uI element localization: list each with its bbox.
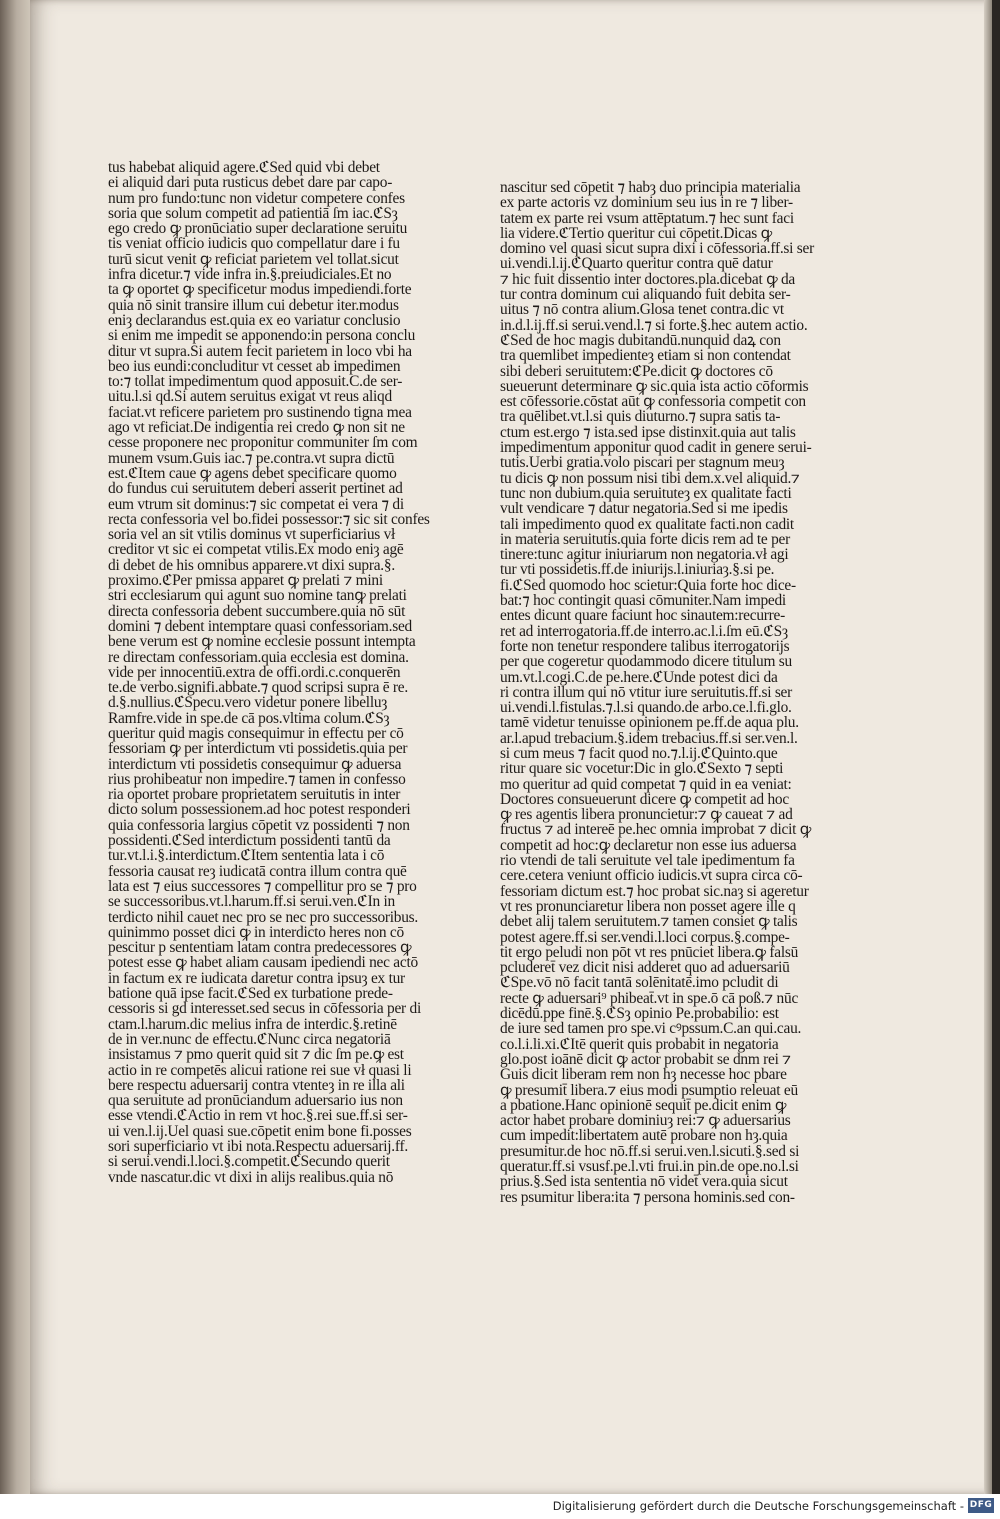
text-line: in materia seruitutis.quia forte dicis rem ad te per — [500, 530, 791, 548]
text-line: tu dicis ꝙ non possum nisi tibi dem.x.vel aliquid.⁊ — [500, 469, 800, 487]
text-line: ꝙ presumit̄ libera.⁊ eius modi psumptio releuat eū — [500, 1081, 798, 1099]
text-line: mo queritur ad quid competat ⁊ quid in ea veniat: — [500, 775, 792, 793]
text-line: Doctores consueuerunt dicere ꝙ competit ad hoc — [500, 790, 789, 808]
text-line: ditur vt supra.Si autem fecit parietem in loco vbi ha — [108, 342, 412, 360]
text-line: potest esse ꝙ habet aliam causam ipediendi nec actō — [108, 954, 418, 972]
text-line: se successoribus.vt.l.harum.ff.si serui.ven.ℭIn in — [108, 893, 395, 911]
text-line: ago vt reficiat.De indigentia rei credo ꝙ non sit ne — [108, 419, 405, 437]
text-line: recte ꝙ aduersari⁹ phibeat̄.vt in spe.ō cā poß.⁊ nūc — [500, 989, 799, 1007]
text-line: Guis dicit liberam rem non hȝ necesse hoc pbare — [500, 1066, 787, 1084]
text-line: soria que solum competit ad patientiā ſm iac.ℭSȝ — [108, 204, 398, 222]
text-line: ego credo ꝙ pronūciatio super declaratione seruitu — [108, 220, 408, 238]
text-line: cessoris si gd interesset.sed secus in cōfessoria per di — [108, 1000, 421, 1018]
text-line: munem vsum.Guis iac.⁊ pe.contra.vt supra dictū — [108, 449, 395, 467]
text-line: res psumitur libera:ita ⁊ persona hominis.sed con- — [500, 1188, 795, 1206]
text-line: batione quā ipse facit.ℭSed ex turbatione prede- — [108, 985, 393, 1003]
text-line: si enim me impedit se apponendo:in persona conclu — [108, 327, 416, 345]
left-text-column — [108, 160, 430, 1185]
text-line: cere.cetera veniunt officio iudicis.vt supra circa cō- — [500, 867, 803, 885]
text-line: sueuerunt determinare ꝙ sic.quia ista actio cōformis — [500, 377, 809, 395]
text-line: forte non tenetur respondere talibus iterrogatorijs — [500, 637, 790, 655]
text-line: stri ecclesiarum qui agunt suo nomine tanꝙ prelati — [108, 587, 407, 605]
text-line: beo ius eundi:concluditur vt cesset ab impedimen — [108, 357, 401, 375]
text-line: directa confessoria debent succumbere.quia nō sūt — [108, 602, 406, 620]
text-line: ria oportet probare proprietatem seruitutis in inter — [108, 786, 401, 804]
text-line: ui ven.l.ij.Uel quasi sue.cōpetit enim bone fi.posses — [108, 1122, 412, 1140]
text-line: uitu.l.si qd.Si autem seruitus exigat vt reus aliqd — [108, 388, 392, 406]
text-line: qua seruitute ad pronūciandum aduersario ius non — [108, 1092, 403, 1110]
text-line: ta ꝙ oportet ꝙ specificetur modus impediendi.forte — [108, 281, 412, 299]
text-line: cum impedit:libertatem autē probare non hȝ.quia — [500, 1127, 788, 1145]
text-line: si cum meus ⁊ facit quod no.⁊.l.ij.ℭQuinto.que — [500, 744, 778, 762]
text-line: recta confessoria vel bo.fidei possessor:⁊ sic sit confes — [108, 510, 430, 528]
text-line: debet alij talem seruitutem.⁊ tamen consiet ꝙ talis — [500, 913, 798, 931]
text-line: de in ver.nunc de effectu.ℭNunc circa negatoriā — [108, 1030, 391, 1048]
text-line: faciat.vt reficere parietem pro sustinendo tigna mea — [108, 403, 412, 421]
text-line: to:⁊ tollat impedimentum quod apposuit.C.de ser- — [108, 373, 403, 391]
text-line: presumitur.de hoc nō.ff.si serui.ven.l.sicuti.§.sed si — [500, 1142, 800, 1160]
text-line: si serui.vendi.l.loci.§.competit.ℭSecundo querit — [108, 1153, 390, 1171]
text-line: ctam.l.harum.dic melius infra de interdic.§.retinē — [108, 1015, 397, 1033]
text-line: vt res pronunciaretur libera non posset agere ille q — [500, 897, 796, 915]
text-line: in factum ex re iudicata daretur contra ipsuȝ ex tur — [108, 969, 405, 987]
text-line: quia confessoria largius cōpetit vz possidenti ⁊ non — [108, 816, 410, 834]
text-line: entes dicunt quare faciunt hoc sinautem:recurre- — [500, 607, 785, 625]
text-line: quinimmo posset dici ꝙ in interdicto heres non cō — [108, 923, 404, 941]
dfg-logo: DFG — [968, 1498, 994, 1513]
text-line: proximo.ℭPer pmissa apparet ꝙ prelati ⁊ mini — [108, 572, 383, 590]
text-line: tra quēlibet.vt.l.si quis diuturno.⁊ supra satis ta- — [500, 408, 781, 426]
page-edge-right — [984, 0, 992, 1494]
text-line: tamē videtur tenuisse opinionem pe.ff.de aqua plu. — [500, 714, 799, 732]
right-text-column — [500, 180, 814, 1205]
text-line: tis veniat officio iudicis quo compellatur dare i fu — [108, 235, 400, 253]
text-line: Ramfre.vide in spe.de cā pos.vltima colum.ℭSȝ — [108, 709, 390, 727]
text-line: fessoriam dictum est.⁊ hoc probat sic.naȝ si ageretur — [500, 882, 809, 900]
text-line: tinere:tunc agitur iniuriarum non negatoria.vł agi — [500, 546, 789, 564]
text-line: d.§.nullius.ℭSpecu.vero videtur ponere libelluȝ — [108, 694, 388, 712]
text-line: queritur quid magis consequimur in effectu per cō — [108, 724, 404, 742]
text-line: dicēdū.ppe finē.§.ℭSȝ opinio Pe.probabilio: est — [500, 1005, 779, 1023]
text-line: insistamus ⁊ pmo querit quid sit ⁊ dic ſm pe.ꝙ est — [108, 1046, 404, 1064]
text-line: terdicto nihil cauet nec pro se nec pro successoribus. — [108, 908, 419, 926]
text-line: lia videre.ℭTertio queritur cui cōpetit.Dicas ꝙ — [500, 224, 772, 242]
text-line: tur.vt.l.i.§.interdictum.ℭItem sententia lata i cō — [108, 847, 385, 865]
text-line: um.vt.l.cogi.C.de pe.here.ℭUnde potest dici da — [500, 668, 778, 686]
previous-page-edge — [0, 0, 30, 1494]
text-line: actio in re competēs alicui ratione rei sue vł quasi li — [108, 1061, 412, 1079]
text-line: tus habebat aliquid agere.ℭSed quid vbi debet — [108, 159, 380, 176]
text-line: rius prohibeatur non impedire.⁊ tamen in confesso — [108, 770, 406, 788]
text-line: est cōfessorie.cōstat aūt ꝙ confessoria competit con — [500, 393, 806, 411]
text-line: cesse proponere nec proponitur communiter ſm com — [108, 434, 418, 452]
text-line: tali impedimento quod ex qualitate facti.non cadit — [500, 515, 794, 533]
text-line: vide per innocentiū.extra de offi.ordi.c.conquerēn — [108, 663, 401, 681]
text-line: ret ad interrogatoria.ff.de interro.ac.l.i.ſm eū.ℭSȝ — [500, 622, 788, 640]
text-line: creditor vt sic ei competat vtilis.Ex modo eniȝ agē — [108, 541, 404, 559]
text-line: soria vel an sit vtilis dominus vt superficiarius vł — [108, 526, 396, 544]
text-line: te.de verbo.signifi.abbate.⁊ quod scripsi supra ē re. — [108, 679, 408, 697]
text-line: rio vtendi de tali seruitute vel tale ipedimentum fa — [500, 852, 795, 870]
text-line: possidenti.ℭSed interdictum possidenti tantū da — [108, 832, 391, 850]
text-line: lata est ⁊ eius successores ⁊ compellitur pro se ⁊ pro — [108, 877, 417, 895]
text-line: sori superficiario vt ibi nota.Respectu aduersarij.ff. — [108, 1138, 408, 1155]
text-line: fessoriam ꝙ per interdictum vti possidetis.quia per — [108, 740, 408, 758]
text-line: do fundus cui seruitutem deberi asserit pertinet ad — [108, 480, 403, 498]
text-line: pescitur p sententiam latam contra predecessores ꝙ — [108, 939, 412, 957]
text-line: prius.§.Sed ista sententia nō videt̄ vera.quia sicut — [500, 1173, 788, 1191]
text-line: interdictum vti possidetis consequimur ꝙ aduersa — [108, 755, 402, 773]
text-line: tur contra dominum cui aliquando fuit debita ser- — [500, 286, 791, 304]
text-line: eniȝ declarandus est.quia ex eo variatur conclusio — [108, 311, 401, 329]
text-line: per que cogeretur quodammodo dicere titulum su — [500, 653, 792, 671]
text-line: nascitur sed cōpetit ⁊ habȝ duo principia materialia — [500, 179, 801, 196]
text-line: bat:⁊ hoc contingit quasi cōmuniter.Nam impedi — [500, 592, 786, 610]
text-line: ꝙ res agentis libera pronuncietur:⁊ ꝙ caueat ⁊ ad — [500, 806, 793, 824]
text-line: ui.vendi.l.fistulas.⁊.l.si quando.de arbo.ce.l.fi.glo. — [500, 699, 792, 717]
text-line: tra quemlibet impedienteȝ etiam si non contendat — [500, 347, 791, 365]
text-line: ex parte actoris vz dominium seu ius in re ⁊ liber- — [500, 194, 793, 212]
text-line: ⁊ hic fuit dissentio inter doctores.pla.dicebat ꝙ da — [500, 270, 795, 288]
text-line: actor habet probare dominiuȝ rei:⁊ ꝙ aduersarius — [500, 1112, 791, 1130]
text-line: tatem ex parte rei vsum attēptatum.⁊ hec sunt faci — [500, 209, 794, 227]
text-line: ei aliquid dari puta rusticus debet dare par capo- — [108, 174, 393, 192]
text-line: est.ℭItem caue ꝙ agens debet specificare quomo — [108, 464, 397, 482]
text-line: eum vtrum sit dominus:⁊ sic competat ei vera ⁊ di — [108, 495, 404, 513]
text-line: bere respectu aduersarij contra vtenteȝ in re illa ali — [108, 1076, 405, 1094]
text-line: ar.l.apud trebacium.§.idem trebacius.ff.si ser.ven.l. — [500, 729, 798, 747]
text-line: fessoria causat reȝ iudicatā contra illum contra quē — [108, 862, 407, 880]
text-line: domini ⁊ debent intemptare quasi confessoriam.sed — [108, 617, 412, 635]
text-line: tutis.Uerbi gratia.volo piscari per stagnum meuȝ — [500, 454, 785, 472]
text-line: turū sicut venit ꝙ reficiat parietem vel tollat.sicut — [108, 250, 399, 268]
text-line: vult vendicare ⁊ datur negatoria.Sed si me ipedis — [500, 500, 788, 518]
text-line: glo.post ioānē dicit ꝙ actor probabit se dnm rei ⁊ — [500, 1050, 791, 1068]
text-line: ctum est.ergo ⁊ ista.sed ipse distinxit.quia aut talis — [500, 423, 796, 441]
text-line: co.l.i.li.xi.ℭItē querit quis probabit in negatoria — [500, 1035, 779, 1053]
text-line: a pbatione.Hanc opinionē sequit̄ pe.dicit enim ꝙ — [500, 1096, 787, 1114]
text-line: dicto solum possessionem.ad hoc potest responderi — [108, 801, 411, 819]
text-line: di debet de his omnibus apparere.vt dixi supra.§. — [108, 556, 395, 574]
text-line: ℭSed de hoc magis dubitandū.nunquid daꝝ con — [500, 331, 781, 349]
text-line: tunc non dubium.quia seruituteȝ ex qualitate facti — [500, 484, 792, 502]
text-line: tur vti possidetis.ff.de iniurijs.l.iniuriaȝ.§.si pe. — [500, 561, 775, 579]
text-line: sibi deberi seruitutem:ℭPe.dicit ꝙ doctores cō — [500, 362, 773, 380]
text-line: impedimentum apponitur quod cadit in genere serui- — [500, 439, 812, 457]
text-line: ℭSpe.vō nō facit tantā solēnitatē.imo pcludit di — [500, 974, 779, 992]
text-line: quia nō sinit transire illum cui debetur iter.modus — [108, 296, 399, 314]
text-line: fi.ℭSed quomodo hoc scietur:Quia forte hoc dice- — [500, 576, 796, 594]
funding-credit: Digitalisierung gefördert durch die Deutsche Forschungsgemeinschaft - — [552, 1499, 964, 1513]
text-line: pcluderet̄ vez dicit nisi adderet quo ad aduersariū — [500, 959, 790, 977]
text-line: ritur quare sic vocetur:Dic in glo.ℭSexto ⁊ septi — [500, 760, 784, 778]
book-page — [30, 0, 992, 1494]
text-line: in.d.l.ij.ff.si serui.vend.l.⁊ si forte.§.hec autem actio. — [500, 316, 808, 334]
text-line: fructus ⁊ ad intereē pe.hec omnia improbat ⁊ dicit ꝙ — [500, 821, 812, 839]
text-line: re directam confessoriam.quia ecclesia est domina. — [108, 648, 409, 666]
text-line: infra dicetur.⁊ vide infra in.§.preiudiciales.Et no — [108, 266, 392, 284]
text-line: esse vtendi.ℭActio in rem vt hoc.§.rei sue.ff.si ser- — [108, 1107, 408, 1125]
text-line: uitus ⁊ nō contra alium.Glosa tenet contra.dic vt — [500, 301, 784, 319]
text-line: vnde nascatur.dic vt dixi in alijs realibus.quia nō — [108, 1168, 394, 1186]
text-line: ri contra illum qui nō vtitur iure seruitutis.ff.si ser — [500, 683, 793, 701]
text-line: potest agere.ff.si ser.vendi.l.loci corpus.§.compe- — [500, 928, 790, 946]
text-line: de iure sed tamen pro spe.vi cꝰpssum.C.an qui.cau. — [500, 1020, 802, 1038]
text-line: num pro fundo:tunc non videtur competere confes — [108, 189, 405, 207]
text-line: ui.vendi.l.ij.ℭQuarto queritur contra quē datur — [500, 255, 773, 273]
text-line: competit ad hoc:ꝙ declaretur non esse ius aduersa — [500, 836, 797, 854]
text-line: tit ergo peludi non pōt vt res pnūciet libera.ꝙ falsū — [500, 943, 799, 961]
text-line: domino vel quasi sicut supra dixi i cōfessoria.ff.si ser — [500, 240, 814, 258]
footer-bar — [0, 1494, 1000, 1519]
text-line: queratur.ff.si vsusf.pe.l.vti frui.in pin.de ope.no.l.si — [500, 1158, 799, 1175]
text-line: bene verum est ꝙ nomine ecclesie possunt intempta — [108, 633, 416, 651]
